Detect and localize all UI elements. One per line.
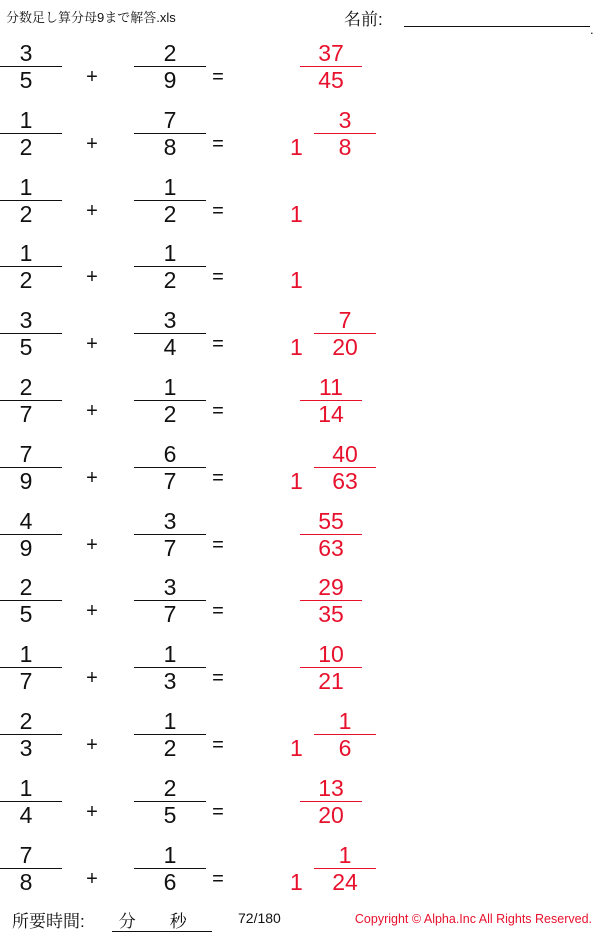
answer-whole-number: 1 xyxy=(290,200,303,227)
fraction-denominator: 9 xyxy=(19,467,33,494)
fraction-numerator: 2 xyxy=(19,574,33,601)
equals-operator: = xyxy=(212,66,224,88)
fraction-numerator: 4 xyxy=(19,507,33,534)
answer-fraction xyxy=(314,307,376,360)
fraction-denominator: 2 xyxy=(163,200,177,227)
answer-value xyxy=(286,301,466,368)
fraction-numerator: 1 xyxy=(19,173,33,200)
plus-operator: + xyxy=(86,266,98,289)
plus-operator: + xyxy=(86,800,98,823)
fraction-numerator: 3 xyxy=(19,307,33,334)
fraction-denominator: 7 xyxy=(19,668,33,695)
plus-operator: + xyxy=(86,333,98,356)
fraction-denominator: 5 xyxy=(163,801,177,828)
fraction-denominator: 4 xyxy=(19,801,33,828)
fraction-denominator: 9 xyxy=(19,534,33,561)
fraction-numerator: 1 xyxy=(19,641,33,668)
fraction-numerator: 1 xyxy=(163,373,177,400)
plus-operator: + xyxy=(86,66,98,88)
answer-value xyxy=(286,836,466,903)
answer-denominator: 24 xyxy=(332,868,358,895)
page-footer xyxy=(0,903,600,937)
answer-denominator: 45 xyxy=(318,67,344,93)
fraction-numerator: 7 xyxy=(19,841,33,868)
fraction-numerator: 6 xyxy=(163,440,177,467)
fraction-denominator: 7 xyxy=(163,467,177,494)
copyright-text: Copyright © Alpha.Inc All Rights Reserved. xyxy=(354,912,592,926)
answer-whole-number: 1 xyxy=(290,267,303,294)
answer-value xyxy=(286,635,466,702)
equals-operator: = xyxy=(212,800,224,823)
plus-operator: + xyxy=(86,466,98,489)
equals-operator: = xyxy=(212,533,224,556)
answer-value xyxy=(286,502,466,569)
plus-operator: + xyxy=(86,600,98,623)
answer-fraction xyxy=(300,574,362,627)
plus-operator: + xyxy=(86,132,98,155)
plus-operator: + xyxy=(86,533,98,556)
equals-operator: = xyxy=(212,600,224,623)
answer-fraction xyxy=(314,107,376,160)
fraction-operand-right xyxy=(134,708,206,761)
fraction-operand-left xyxy=(0,307,62,360)
fraction-denominator: 9 xyxy=(163,67,177,93)
answer-value xyxy=(286,702,466,769)
fraction-numerator: 3 xyxy=(163,307,177,334)
fraction-numerator: 2 xyxy=(19,373,33,400)
answer-denominator: 14 xyxy=(318,400,344,427)
answer-denominator: 20 xyxy=(332,334,358,361)
time-label: 所要時間: 分 秒 xyxy=(12,912,187,931)
fraction-operand-left xyxy=(0,40,62,93)
equals-operator: = xyxy=(212,132,224,155)
problem-row xyxy=(0,836,600,903)
answer-fraction xyxy=(300,508,362,561)
answer-whole-number: 1 xyxy=(290,133,303,160)
fraction-operand-right xyxy=(134,374,206,427)
fraction-operand-left xyxy=(0,240,62,293)
fraction-operand-right xyxy=(134,40,206,93)
plus-operator: + xyxy=(86,399,98,422)
fraction-denominator: 7 xyxy=(163,601,177,628)
answer-whole-number: 1 xyxy=(290,868,303,895)
fraction-numerator: 1 xyxy=(19,774,33,801)
fraction-numerator: 1 xyxy=(163,707,177,734)
answer-denominator: 20 xyxy=(318,801,344,828)
answer-denominator: 35 xyxy=(318,601,344,628)
answer-numerator: 1 xyxy=(338,707,352,734)
answer-whole-number: 1 xyxy=(290,467,303,494)
fraction-numerator: 1 xyxy=(163,641,177,668)
fraction-denominator: 2 xyxy=(163,400,177,427)
problem-row xyxy=(0,568,600,635)
answer-numerator: 13 xyxy=(318,774,344,801)
fraction-operand-right xyxy=(134,107,206,160)
plus-operator: + xyxy=(86,199,98,222)
fraction-denominator: 7 xyxy=(19,400,33,427)
problem-row xyxy=(0,168,600,235)
fraction-numerator: 1 xyxy=(19,240,33,267)
problem-row xyxy=(0,368,600,435)
answer-whole-number: 1 xyxy=(290,334,303,361)
fraction-operand-left xyxy=(0,508,62,561)
fraction-numerator: 2 xyxy=(163,774,177,801)
answer-numerator: 55 xyxy=(318,507,344,534)
fraction-denominator: 5 xyxy=(19,601,33,628)
fraction-operand-left xyxy=(0,374,62,427)
name-input-line[interactable] xyxy=(404,26,590,27)
fraction-operand-left xyxy=(0,107,62,160)
fraction-numerator: 7 xyxy=(163,106,177,133)
equals-operator: = xyxy=(212,466,224,489)
answer-denominator: 63 xyxy=(318,534,344,561)
answer-numerator: 1 xyxy=(338,841,352,868)
fraction-operand-left xyxy=(0,574,62,627)
fraction-denominator: 3 xyxy=(163,668,177,695)
answer-fraction xyxy=(314,842,376,895)
problem-row xyxy=(0,101,600,168)
problem-row xyxy=(0,234,600,301)
fraction-denominator: 2 xyxy=(163,734,177,761)
fraction-numerator: 1 xyxy=(163,240,177,267)
fraction-operand-right xyxy=(134,641,206,694)
fraction-numerator: 3 xyxy=(19,40,33,66)
equals-operator: = xyxy=(212,333,224,356)
answer-numerator: 29 xyxy=(318,574,344,601)
answer-numerator: 3 xyxy=(338,106,352,133)
equals-operator: = xyxy=(212,733,224,756)
fraction-operand-right xyxy=(134,775,206,828)
answer-fraction xyxy=(300,641,362,694)
fraction-numerator: 3 xyxy=(163,574,177,601)
fraction-operand-right xyxy=(134,307,206,360)
answer-numerator: 37 xyxy=(318,40,344,66)
fraction-operand-left xyxy=(0,842,62,895)
fraction-operand-left xyxy=(0,775,62,828)
answer-value xyxy=(286,34,466,101)
fraction-denominator: 2 xyxy=(19,200,33,227)
equals-operator: = xyxy=(212,266,224,289)
answer-denominator: 8 xyxy=(338,133,352,160)
fraction-denominator: 4 xyxy=(163,334,177,361)
fraction-operand-right xyxy=(134,508,206,561)
answer-fraction xyxy=(314,441,376,494)
answer-denominator: 6 xyxy=(338,734,352,761)
name-trailing-dot: . xyxy=(590,22,594,37)
fraction-denominator: 2 xyxy=(19,133,33,160)
name-label: 名前: xyxy=(344,10,383,29)
fraction-numerator: 7 xyxy=(19,440,33,467)
answer-numerator: 11 xyxy=(319,373,343,400)
fraction-denominator: 2 xyxy=(19,267,33,294)
time-input-line[interactable] xyxy=(112,931,212,932)
fraction-numerator: 1 xyxy=(19,106,33,133)
fraction-denominator: 6 xyxy=(163,868,177,895)
answer-whole-number: 1 xyxy=(290,734,303,761)
fraction-numerator: 2 xyxy=(19,707,33,734)
plus-operator: + xyxy=(86,667,98,690)
answer-fraction xyxy=(300,775,362,828)
problem-list xyxy=(0,34,600,902)
fraction-operand-left xyxy=(0,641,62,694)
answer-value xyxy=(286,234,466,301)
problem-row xyxy=(0,635,600,702)
problem-row xyxy=(0,435,600,502)
fraction-numerator: 2 xyxy=(163,40,177,66)
answer-value xyxy=(286,101,466,168)
fraction-operand-right xyxy=(134,441,206,494)
equals-operator: = xyxy=(212,867,224,890)
equals-operator: = xyxy=(212,399,224,422)
answer-numerator: 7 xyxy=(338,307,352,334)
answer-numerator: 10 xyxy=(318,641,344,668)
answer-value xyxy=(286,769,466,836)
page-header xyxy=(0,0,600,37)
fraction-operand-left xyxy=(0,708,62,761)
problem-row xyxy=(0,702,600,769)
answer-fraction xyxy=(314,708,376,761)
answer-value xyxy=(286,368,466,435)
fraction-operand-right xyxy=(134,574,206,627)
answer-value xyxy=(286,435,466,502)
equals-operator: = xyxy=(212,667,224,690)
answer-fraction xyxy=(300,374,362,427)
answer-denominator: 63 xyxy=(332,467,358,494)
answer-value xyxy=(286,568,466,635)
answer-numerator: 40 xyxy=(332,440,358,467)
fraction-operand-left xyxy=(0,174,62,227)
answer-fraction xyxy=(300,40,362,93)
fraction-operand-left xyxy=(0,441,62,494)
answer-value xyxy=(286,168,466,235)
page-number: 72/180 xyxy=(238,910,281,926)
problem-row xyxy=(0,301,600,368)
fraction-operand-right xyxy=(134,240,206,293)
fraction-operand-right xyxy=(134,842,206,895)
problem-row xyxy=(0,769,600,836)
fraction-denominator: 7 xyxy=(163,534,177,561)
fraction-denominator: 8 xyxy=(163,133,177,160)
fraction-numerator: 1 xyxy=(163,173,177,200)
fraction-numerator: 3 xyxy=(163,507,177,534)
document-title: 分数足し算分母9まで解答.xls xyxy=(6,10,176,25)
problem-row xyxy=(0,34,600,101)
fraction-denominator: 2 xyxy=(163,267,177,294)
fraction-denominator: 3 xyxy=(19,734,33,761)
fraction-numerator: 1 xyxy=(163,841,177,868)
fraction-denominator: 5 xyxy=(19,67,33,93)
problem-row xyxy=(0,502,600,569)
plus-operator: + xyxy=(86,867,98,890)
fraction-denominator: 8 xyxy=(19,868,33,895)
fraction-denominator: 5 xyxy=(19,334,33,361)
equals-operator: = xyxy=(212,199,224,222)
answer-denominator: 21 xyxy=(318,668,344,695)
fraction-operand-right xyxy=(134,174,206,227)
plus-operator: + xyxy=(86,733,98,756)
